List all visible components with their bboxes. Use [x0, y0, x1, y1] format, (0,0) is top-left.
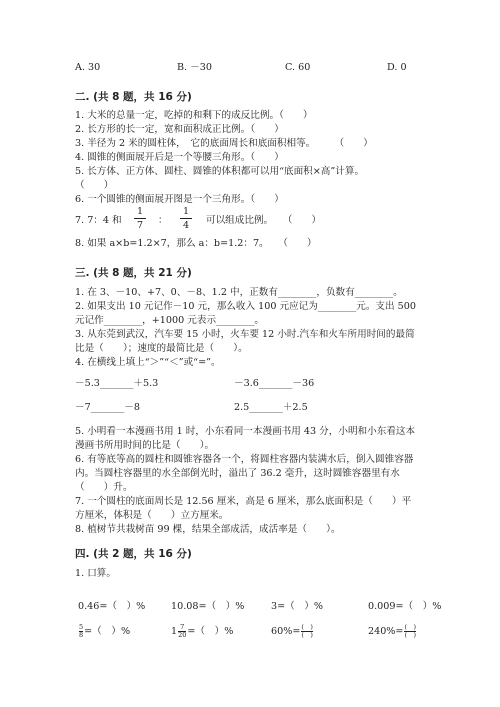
- s2-q7-fraction-1: [134, 206, 146, 231]
- s3-compare-1: －5.3_______＋5.3: [75, 378, 159, 389]
- fraction-denominator: 20: [178, 631, 187, 639]
- s3-q3-line2: 比是（ ）；速度的最简比是（ ）。: [75, 343, 248, 354]
- s3-q8: 8. 植树节共栽树苗 99 棵，结果全部成活，成活率是（ ）。: [75, 524, 341, 535]
- fraction-denominator: 7: [136, 220, 144, 231]
- s3-q7-line2: 方厘米，体积是（ ）立方厘米。: [75, 510, 229, 521]
- choice-b: B. －30: [177, 62, 212, 73]
- fraction-numerator: 5: [79, 623, 84, 631]
- s3-q5-line2: 漫画书所用时间的比是（ ）。: [75, 440, 215, 451]
- fraction: [79, 624, 83, 639]
- s3-q1: 1. 在 3、－10、+7、0、－8、1.2 中，正数有________，负数有________。: [75, 287, 403, 298]
- fraction-numerator: ( ): [404, 623, 417, 631]
- calc-r2c4-prefix: 240%=: [368, 626, 404, 637]
- s2-q7-fraction-2: [180, 206, 192, 231]
- calc-r2c4: [368, 624, 417, 639]
- s2-q5-line1: 5. 长方体、正方体、圆柱、圆锥的体积都可以用“底面积×高”计算。: [75, 166, 365, 177]
- fraction: [301, 624, 313, 639]
- s2-q7-colon: ：: [158, 215, 168, 226]
- s2-q3: 3. 半径为 2 米的圆柱体， 它的底面周长和底面积相等。 （ ）: [75, 138, 373, 149]
- s4-q1: 1. 口算。: [75, 568, 116, 579]
- s3-q6-line2: 内。当圆柱容器里的水全部倒光时，溢出了 36.2 毫升，这时圆锥容器里有水: [75, 468, 400, 479]
- calc-r1c2: 10.08=（ ）%: [171, 601, 245, 612]
- s2-q4: 4. 圆锥的侧面展开后是一个等腰三角形。（ ）: [75, 152, 284, 163]
- choice-d: D. 0: [387, 62, 407, 73]
- fraction-numerator: 7: [180, 623, 185, 631]
- fraction: [178, 624, 186, 639]
- s3-q4: 4. 在横线上填上“＞”“＜”或“=”。: [75, 357, 221, 368]
- choice-c: C. 60: [285, 62, 311, 73]
- s2-q1: 1. 大米的总量一定，吃掉的和剩下的成反比例。（ ）: [75, 110, 313, 121]
- choice-a: A. 30: [75, 62, 101, 73]
- s2-q7-suffix: 可以组成比例。 （ ）: [206, 215, 322, 226]
- s3-q2-line1: 2. 如果支出 10 元记作－10 元，那么收入 100 元应记为________元。支出 500: [75, 301, 416, 312]
- section-2-title: 二. (共 8 题，共 16 分): [75, 91, 192, 103]
- calc-r2c3-prefix: 60%=: [271, 626, 301, 637]
- s3-compare-2: －3.6_______－36: [234, 378, 315, 389]
- fraction: [404, 624, 416, 639]
- s2-q7-prefix: 7. 7：4 和: [75, 215, 122, 226]
- calc-r1c3: 3=（ ）%: [271, 601, 324, 612]
- calc-r2c1-rest: =（ ）%: [84, 626, 131, 637]
- mixed-number-whole: 1: [171, 626, 178, 637]
- s3-q7-line1: 7. 一个圆柱的底面周长是 12.56 厘米，高是 6 厘米，那么底面积是（ ）平: [75, 496, 412, 507]
- s2-q8: 8. 如果 a×b=1.2×7，那么 a：b=1.2：7。 （ ）: [75, 238, 317, 249]
- s2-q2: 2. 长方形的长一定，宽和面积成正比例。（ ）: [75, 124, 284, 135]
- fraction-denominator: 8: [79, 631, 84, 639]
- s3-q5-line1: 5. 小明看一本漫画书用 1 时，小东看同一本漫画书用 43 分，小明和小东看这本: [75, 426, 416, 437]
- section-4-title: 四. (共 2 题，共 16 分): [75, 548, 192, 560]
- fraction-denominator: 4: [182, 220, 190, 231]
- s2-q6: 6. 一个圆锥的侧面展开图是一个三角形。（ ）: [75, 194, 284, 205]
- s3-q6-line3: （ ）升。: [75, 482, 133, 493]
- s2-q5-line2: （ ）: [75, 180, 114, 191]
- calc-r1c1: 0.46=（ ）%: [78, 601, 146, 612]
- fraction-denominator: ( ): [301, 631, 313, 639]
- fraction-numerator: 1: [136, 206, 144, 217]
- s3-q3-line1: 3. 从东莞到武汉，汽车要 15 小时，火车要 12 小时.汽车和火车所用时间的最简: [75, 329, 415, 340]
- calc-r2c2-rest: =（ ）%: [187, 626, 234, 637]
- fraction-numerator: 1: [182, 206, 190, 217]
- calc-r2c2: [171, 624, 233, 639]
- s3-compare-4: 2.5_______＋2.5: [234, 402, 308, 413]
- section-3-title: 三. (共 8 题，共 21 分): [75, 267, 192, 279]
- s3-q6-line1: 6. 有等底等高的圆柱和圆锥容器各一个，将圆柱容器内装满水后，倒入圆锥容器: [75, 454, 414, 465]
- fraction-numerator: ( ): [301, 623, 313, 631]
- s3-q2-line2: 元记作________，+1000 元表示________。: [75, 315, 265, 326]
- s3-compare-3: －7_______－8: [75, 402, 140, 413]
- fraction-denominator: ( ): [404, 631, 417, 639]
- calc-r1c4: 0.009=（ ）%: [368, 601, 442, 612]
- calc-r2c3: [271, 624, 314, 639]
- calc-r2c1: [78, 624, 130, 639]
